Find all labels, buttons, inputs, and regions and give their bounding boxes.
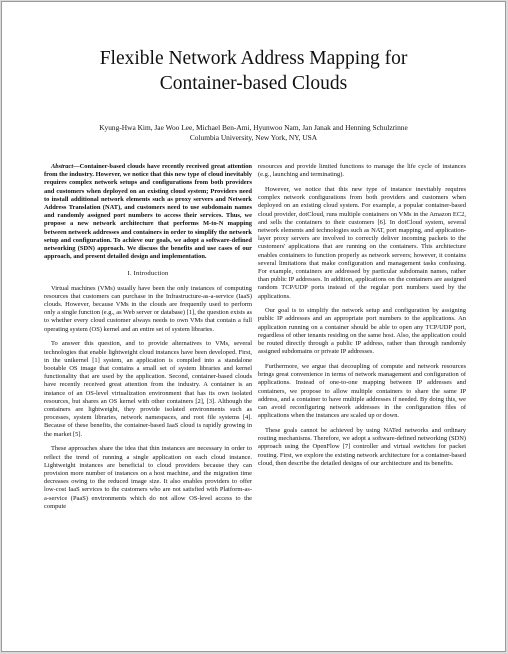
paper-page [1, 1, 506, 652]
section-heading-introduction: I. Introduction [127, 270, 169, 278]
title-line-2: Container-based Clouds [159, 73, 348, 94]
intro-paragraph-3: These approaches share the idea that thin instances are necessary in order to reflect the trend of running a single application on each cloud instance. Lightweight instances are beneficial to cloud providers because they can provision more number of instances on a host machine, and the migration time decreases owing to the reduced image size. It also enables providers to offer low-cost IaaS services to the customers who are not satisfied with Platform-as-a-service (PaaS) environments which do not allow OS-level access to the compute [44, 445, 252, 510]
author-affiliation: Columbia University, New York, NY, USA [189, 133, 318, 142]
intro-paragraph-continued: resources and provide limited functions to manage the life cycle of instances (e.g., launching and terminating). [258, 163, 466, 179]
abstract-text: —Container-based clouds have recently received great attention from the industry. However, we notice that this new type of cloud inevitably requires complex network setups and configurations from both providers and customers when deployed on an existing cloud system; Providers need to install additional network elements such as proxy servers and Network Address Translation (NAT), and customers need to use subdomain names and randomly assigned port numbers to access their services. Thus, we propose a new network architecture that performs M-to-N mapping between network addresses and containers in order to simplify the network setup and configuration. To achieve our goals, we adopt a software-defined networking (SDN) approach. We discuss the benefits and use cases of our approach, and present detailed design and implementation. [44, 163, 252, 261]
abstract [44, 163, 252, 261]
author-names: Kyung-Hwa Kim, Jae Woo Lee, Michael Ben-Ami, Hyunwoo Nam, Jan Janak and Henning Schulzrinne [99, 123, 408, 132]
author-block [2, 123, 505, 143]
intro-paragraph-4: However, we notice that this new type of instance inevitably requires complex network configurations from both providers and customers when deployed on an existing cloud system. For example, a popular container-based cloud provider, dotCloud, runs multiple containers on VMs in the Amazon EC2, and sells the containers to their customers [6]. In dotCloud system, several network elements and technologies such as NAT, port mapping, and application-layer proxy servers are involved to correctly deliver incoming packets to the customers' applications that are running on the containers. This architecture enables containers to function properly as network servers; however, it contains several limitations that make configuration and management tasks confusing. For example, containers are addressed by particular subdomain names, rather than public IP addresses. In addition, applications on the containers are assigned random TCP/UDP ports instead of the regular port numbers used by the applications. [258, 185, 466, 300]
intro-paragraph-2: To answer this question, and to provide alternatives to VMs, several technologies that enable lightweight cloud instances have been developed. First, in the unikernel [1] system, an application is compiled into a standalone bootable OS image that contains a small set of system libraries and kernel functionality that are used by the application. Second, container-based clouds have recently received great attention from the industry. A container is an instance of an OS-level virtualization environment that has its own isolated resources, but shares an OS kernel with other containers [2], [3]. Although the containers are lightweight, they provide isolated environments such as processes, system libraries, network namespaces, and root file systems [4]. Because of these benefits, the container-based IaaS cloud is rapidly growing in the market [5]. [44, 340, 252, 438]
abstract-label: Abstract [51, 163, 74, 170]
paper-title [2, 46, 505, 96]
intro-paragraph-7: These goals cannot be achieved by using NATed networks and ordinary routing mechanisms. Therefore, we adopt a software-defined networking (SDN) approach using the OpenFlow [7] controller and virtual switches for packet routing. First, we explore the existing network architecture for a container-based cloud, then describe the detailed designs of our architecture and its benefits. [258, 426, 466, 467]
intro-paragraph-1: Virtual machines (VMs) usually have been the only instances of computing resources that customers can purchase in the Infrastructure-as-a-service (IaaS) clouds. However, because VMs in the clouds are frequently used to perform only a single function (e.g., as Web server or database) [1], the question exists as to whether every cloud customer always needs to own VMs that contain a full operating system (OS) kernel and an entire set of system libraries. [44, 284, 252, 333]
title-line-1: Flexible Network Address Mapping for [99, 48, 408, 69]
left-column [44, 163, 252, 517]
intro-paragraph-5: Our goal is to simplify the network setup and configuration by assigning public IP addresses and an appropriate port numbers to the applications. An application running on a container should be able to open any TCP/UDP port, regardless of other tenants residing on the same host. Also, the application could be routed directly through a public IP address, rather than through randomly assigned subdomains or private IP addresses. [258, 307, 466, 356]
intro-paragraph-6: Furthermore, we argue that decoupling of compute and network resources brings great convenience in terms of network management and configuration of applications. Instead of one-to-one mapping between IP addresses and containers, we propose to allow multiple containers to share the same IP address, and a container to have multiple addresses if needed. By doing this, we can avoid reconfiguring network addresses in the configuration files of applications when the instances are scaled up or down. [258, 362, 466, 420]
right-column [258, 163, 466, 474]
